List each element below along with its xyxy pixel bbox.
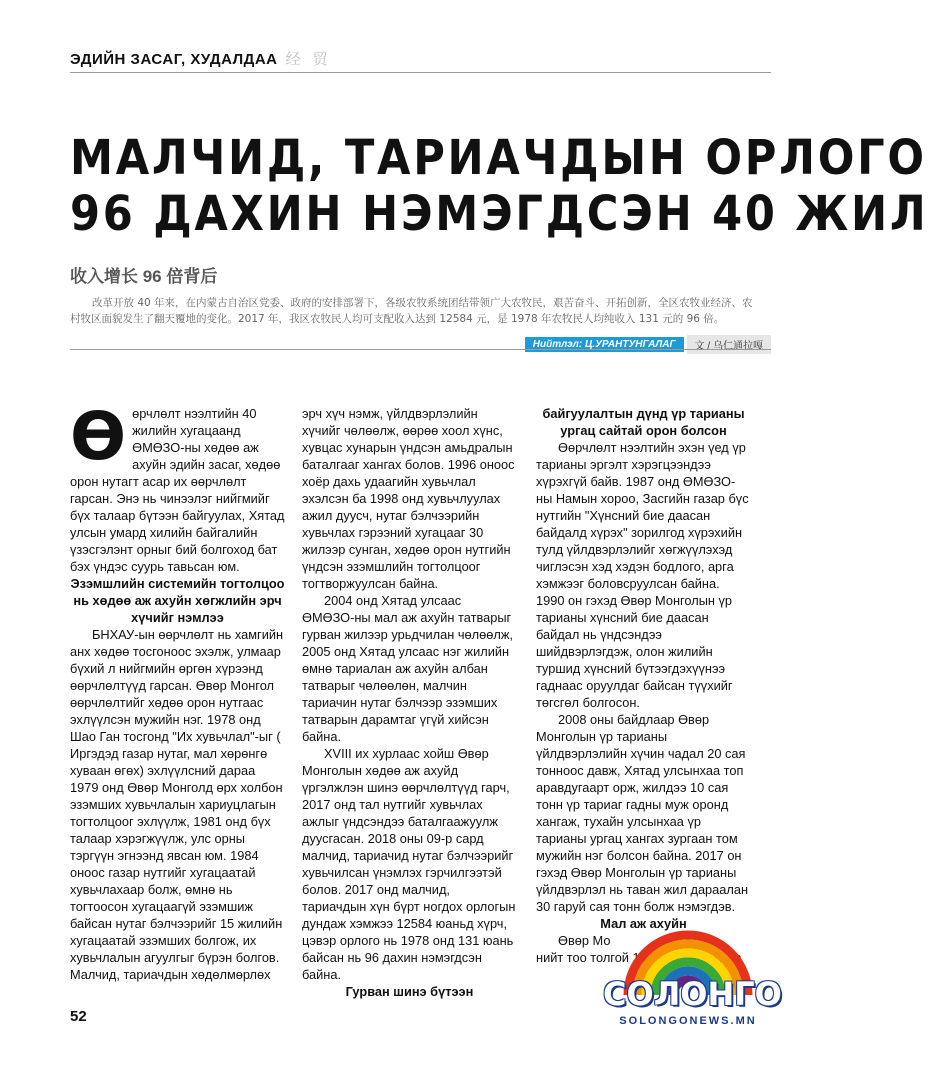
subheading: Гурван шинэ бүтээн (345, 984, 474, 999)
paragraph: Өвөр Мо (558, 933, 611, 948)
subheading: Мал аж ахуйн (600, 916, 687, 931)
byline (525, 335, 771, 354)
section-title: ЭДИЙН ЗАСАГ, ХУДАЛДАА (70, 51, 278, 68)
logo-text: СОЛОНГО (603, 975, 782, 1013)
article-subtitle: 收入增长 96 倍背后 (70, 267, 218, 286)
byline-author: 文 / 乌仁通拉嘎 (687, 335, 771, 354)
byline-divider (70, 349, 771, 350)
page-number: 52 (70, 1008, 87, 1025)
subheading: байгуулалтын дүнд үр тарианы ургац сайтай орон болсон (542, 406, 745, 438)
article-intro: 改革开放 40 年来，在内蒙古自治区党委、政府的安排部署下，各级农牧系统团结带领广大农牧民，艰苦奋斗、开拓创新，全区农牧业经济、农村牧区面貌发生了翻天覆地的变化。2017 年，我区农牧民人均可支配收入达到 12584 元，是 1978 年农牧民人均纯收入 131 元的 96 倍。 (70, 297, 753, 325)
header-divider (70, 72, 771, 73)
title-line-2: 96 ДАХИН НЭМЭГДСЭН 40 ЖИЛ (70, 186, 928, 242)
paragraph: XVIII их хурлаас хойш Өвөр Монголын хөдөө аж ахуйд үргэлжлэн шинэ өөрчлөлтүүд гарч, 2017 онд тал нутгийг хувьчлах ажлыг үндсэндээ баталгаажуулж дуусгасан. 2018 оны 09-р сард малчид, тариачид нутаг бэлчээрийг хувьчилсан үнэмлэх гэрчилгээтэй болов. 2017 онд малчид, тариачдын хүн бүрт ногдох орлогын дундаж хэмжээ 12584 юаньд хүрч, цэвэр орлого нь 1978 онд 131 юань байсан нь 96 дахин нэмэгдсэн байна. (302, 746, 516, 982)
column-1 (70, 398, 285, 983)
byline-editor: Нийтлэл: Ц.УРАНТУНГАЛАГ (525, 337, 684, 352)
column-3 (536, 405, 751, 966)
section-title-cn: 经 贸 (285, 51, 332, 68)
drop-cap: Ө (70, 398, 127, 475)
article-title (70, 130, 928, 242)
paragraph: өрчлөлт нээлтийн 40 жилийн хугацаанд ӨМӨЗО-ны хөдөө аж ахуйн эдийн засаг, хөдөө орон нутагт асар их өөрчлөлт гарсан. Энэ нь чинээлэг нийгмийг бүх талаар бүтээн байгуулах, Хятад улсын умард хилийн байгалийн үзэсгэлэнт орныг бий болгоход бат бэх үндэс суурь тавьсан юм. (70, 406, 285, 574)
paragraph: БНХАУ-ын өөрчлөлт нь хамгийн анх хөдөө тосгоноос эхэлж, улмаар бүхий л нийгмийн өргөн хүрээнд өөрчлөлтүүд гарсан. Өвөр Монгол өөрчлөлтийг хөдөө орон нутгаас эхлүүлсэн мужийн нэг. 1978 онд Шао Ган тосгонд "Их хувьчлал"-ыг ( Иргэдэд газар нутаг, мал хөрөнгө хуваан өгөх) эхлүүлсний дараа 1979 онд Өвөр Монголд өрх холбон эзэмших хувьчлалын хариуцлагын тогтолцоог эхлүүлж, 1981 онд бүх талаар хэрэгжүүлж, улс орны тэргүүн эгнээнд явсан юм. 1984 оноос газар нутгийг хугацаатай хувьчлахаар болж, өмнө нь тогтоосон хугацаагүй эзэмшиж байсан нутаг бэлчээрийг 15 жилийн хугацаатай эзэмших болгож, их хувьчлалын агуулгыг бүрэн болгов. Малчид, тариачдын хөдөлмөрлөх (70, 627, 284, 982)
paragraph: эрч хүч нэмж, үйлдвэрлэлийн хүчийг чөлөөлж, өөрөө хоол хүнс, хувцас хунарын үндсэн амьдралын баталгааг хангах болов. 1996 оноос хоёр дахь удаагийн хувьчлал эхэлсэн ба 1998 онд хувьчлуулах ажил дуусч, нутаг бэлчээрийн хувьчлах гэрээний хугацааг 30 жилээр сунган, хөдөө орон нутгийн үндсэн эзэмшлийн тогтолцоог тогтворжуулсан байна. (302, 406, 515, 591)
logo-site: SOLONGONEWS.MN (619, 1015, 757, 1027)
paragraph: Өөрчлөлт нээлтийн эхэн үед үр тарианы эргэлт хэрэгцээндээ хүрэхгүй байв. 1987 онд ӨМӨЗО-ны Намын хороо, Засгийн газар бүс нутгийн "Хүнсний бие даасан байдалд хүрэх" зорилгод хүрэхийн тулд үйлдвэрлэлийг хөгжүүлэхэд чиглэсэн хэд хэдэн бодлого, арга хэмжээг боловсруулсан байна. 1990 он гэхэд Өвөр Монголын үр тарианы хүнсний бие даасан байдал нь үндсэндээ шийдвэрлэгдэж, олон жилийн туршид хүнсний бүтээгдэхүүнээ гаднаас оруулдаг байсан түүхийг төгсгөл болгосон. (536, 440, 749, 710)
paragraph: нийт тоо толгой 1965 онд анх удаа (536, 950, 742, 965)
solongo-logo (603, 915, 782, 1045)
subheading: Эзэмшлийн системийн тогтолцоо нь хөдөө аж ахуйн хөгжлийн эрч хүчийг нэмлээ (70, 576, 285, 625)
column-2 (302, 405, 517, 1000)
paragraph: 2008 оны байдлаар Өвөр Монголын үр тарианы үйлдвэрлэлийн хүчин чадал 20 сая тонноос давж, Хятад улсынхаа топ аравдугаарт орж, жилдээ 10 сая тонн үр тариаг гадны муж оронд хангаж, тухайн улсынхаа үр тарианы ургац хангах зургаан том мужийн нэг болсон байна. 2017 он гэхэд Өвөр Монголын үр тарианы үйлдвэрлэл нь таван жил дараалан 30 гаруй сая тонн болж нэмэгдэв. (536, 712, 749, 914)
paragraph: 2004 онд Хятад улсаас ӨМӨЗО-ны мал аж ахуйн татварыг гурван жилээр урьдчилан чөлөөлж, 2005 онд Хятад улсаас нэг жилийн өмнө тариалан аж ахуйн албан татварыг чөлөөлөн, малчин тариачин нутаг бэлчээр эзэмших татварын дарамтаг үгүй хийсэн байна. (302, 593, 513, 744)
section-header (70, 48, 332, 69)
title-line-1: МАЛЧИД, ТАРИАЧДЫН ОРЛОГО (70, 130, 927, 186)
